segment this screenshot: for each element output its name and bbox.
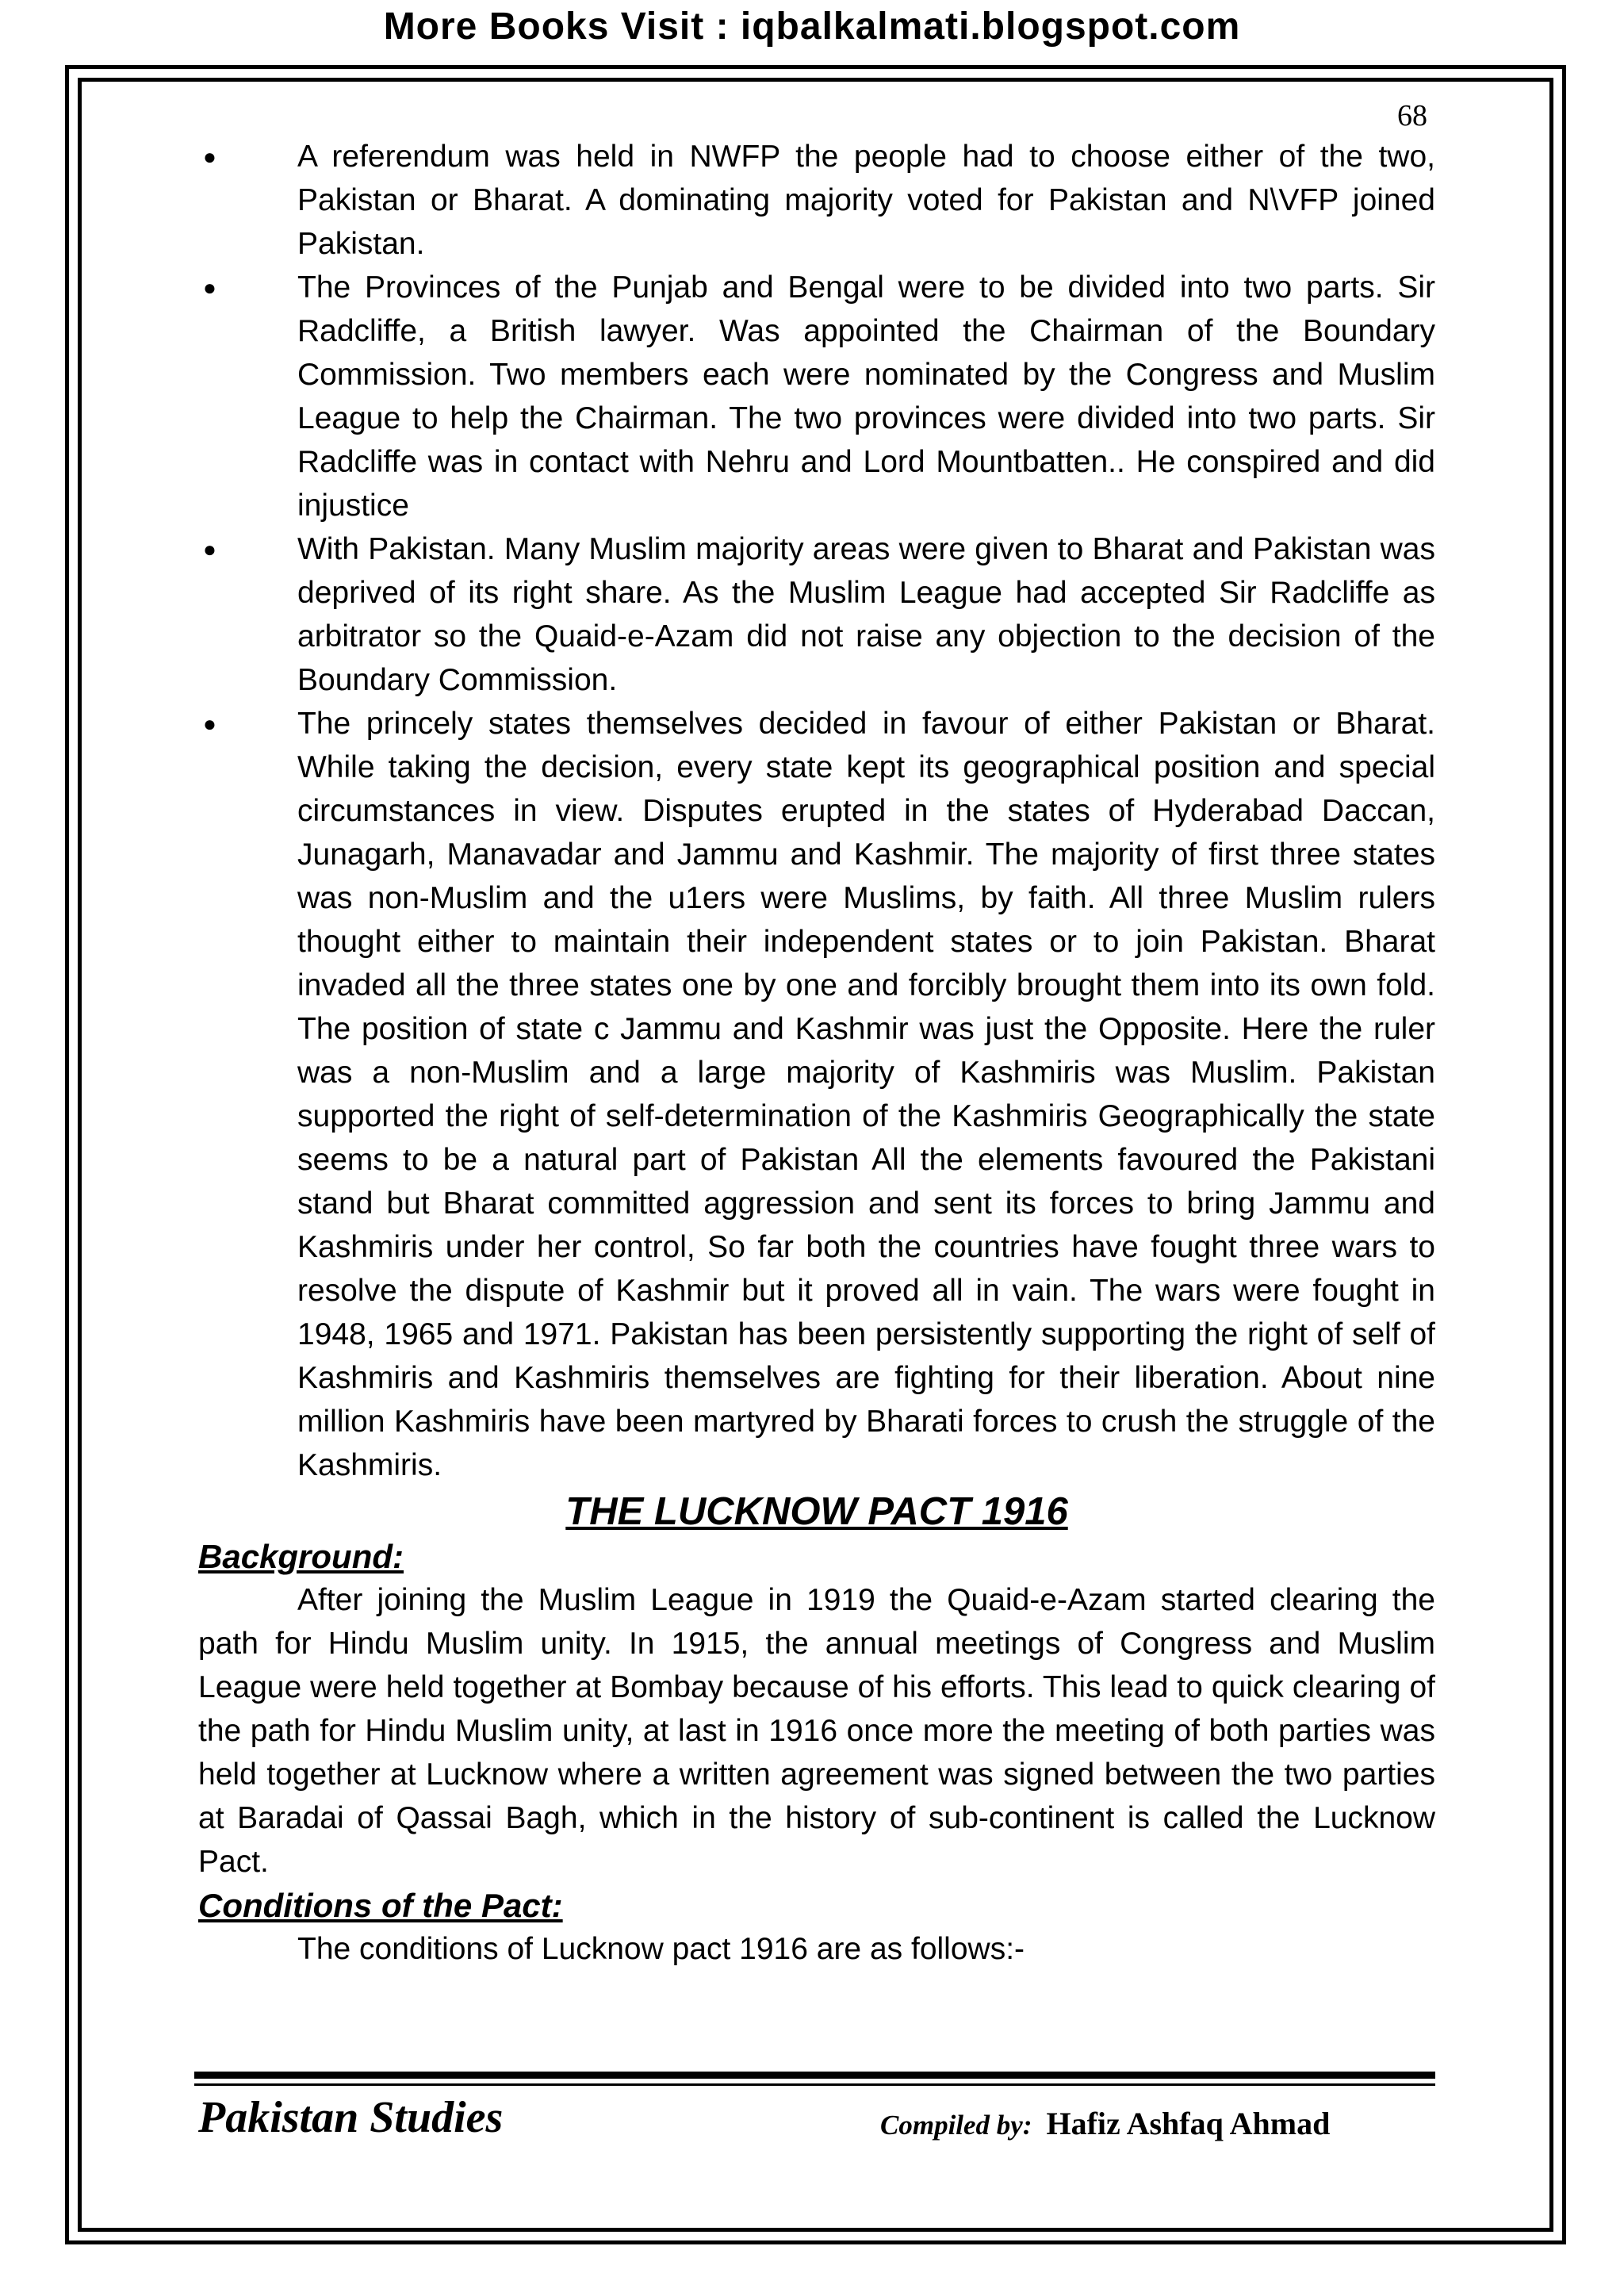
bullet-list	[198, 135, 1435, 1487]
list-item	[198, 135, 1435, 266]
list-item	[198, 702, 1435, 1487]
bullet-icon: ●	[203, 711, 216, 736]
footer-book-title: Pakistan Studies	[198, 2093, 504, 2142]
section-title: THE LUCKNOW PACT 1916	[565, 1490, 1068, 1533]
bullet-icon: ●	[203, 144, 216, 169]
footer-divider-thick	[194, 2072, 1435, 2079]
list-item-text: The princely states themselves decided in favour of either Pakistan or Bharat. While taking the decision, every state kept its geographical position and special circumstances in view. Disputes erupted in the states of Hyderabad Daccan, Junagarh, Manavadar and Jammu and Kashmir. The majority of first three states was non-Muslim and the u1ers were Muslims, by faith. All three Muslim rulers thought either to maintain their independent states or to join Pakistan. Bharat invaded all the three states one by one and forcibly brought them into its own fold. The position of state c Jammu and Kashmir was just the Opposite. Here the ruler was a non-Muslim and a large majority of Kashmiris was Muslim. Pakistan supported the right of self-determination of the Kashmiris Geographically the state seems to be a natural part of Pakistan All the elements favoured the Pakistani stand but Bharat committed aggression and sent its forces to bring Jammu and Kashmiris under her control, So far both the countries have fought three wars to resolve the dispute of Kashmir but it proved all in vain. The wars were fought in 1948, 1965 and 1971. Pakistan has been persistently supporting the right of self of Kashmiris and Kashmiris themselves are fighting for their liberation. About nine million Kashmiris have been martyred by Bharati forces to crush the struggle of the Kashmiris.	[297, 707, 1435, 1482]
list-item	[198, 266, 1435, 527]
list-item-text: With Pakistan. Many Muslim majority areas were given to Bharat and Pakistan was deprived of its right share. As the Muslim League had accepted Sir Radcliffe as arbitrator so the Quaid-e-Azam did not raise any objection to the decision of the Boundary Commission.	[297, 532, 1435, 697]
footer-author: Hafiz Ashfaq Ahmad	[1046, 2106, 1331, 2141]
background-heading: Background:	[198, 1538, 404, 1575]
bullet-icon: ●	[203, 275, 216, 300]
list-item-text: A referendum was held in NWFP the people had to choose either of the two, Pakistan or Bharat. A dominating majority voted for Pakistan and N\VFP joined Pakistan.	[297, 140, 1435, 261]
page-number: 68	[1397, 99, 1427, 132]
background-paragraph: After joining the Muslim League in 1919 the Quaid-e-Azam started clearing the path for Hindu Muslim unity. In 1915, the annual meetings of Congress and Muslim League were held together at Bombay because of his efforts. This lead to quick clearing of the path for Hindu Muslim unity, at last in 1916 once more the meeting of both parties was held together at Lucknow where a written agreement was signed between the two parties at Baradai of Qassai Bagh, which in the history of sub-continent is called the Lucknow Pact.	[198, 1583, 1435, 1879]
conditions-heading: Conditions of the Pact:	[198, 1887, 563, 1924]
page-content	[198, 135, 1435, 1971]
list-item-text: The Provinces of the Punjab and Bengal were to be divided into two parts. Sir Radcliffe, a British lawyer. Was appointed the Chairman of the Boundary Commission. Two members each were nominated by the Congress and Muslim League to help the Chairman. The two provinces were divided into two parts. Sir Radcliffe was in contact with Nehru and Lord Mountbatten.. He conspired and did injustice	[297, 270, 1435, 523]
footer-compiled-label: Compiled by:	[880, 2110, 1032, 2141]
footer-credit	[880, 2105, 1330, 2142]
bullet-icon: ●	[203, 537, 216, 562]
site-banner: More Books Visit : iqbalkalmati.blogspot.com	[383, 6, 1241, 48]
footer-divider-thin	[194, 2083, 1435, 2086]
conditions-paragraph: The conditions of Lucknow pact 1916 are as follows:-	[297, 1932, 1025, 1966]
list-item	[198, 527, 1435, 702]
